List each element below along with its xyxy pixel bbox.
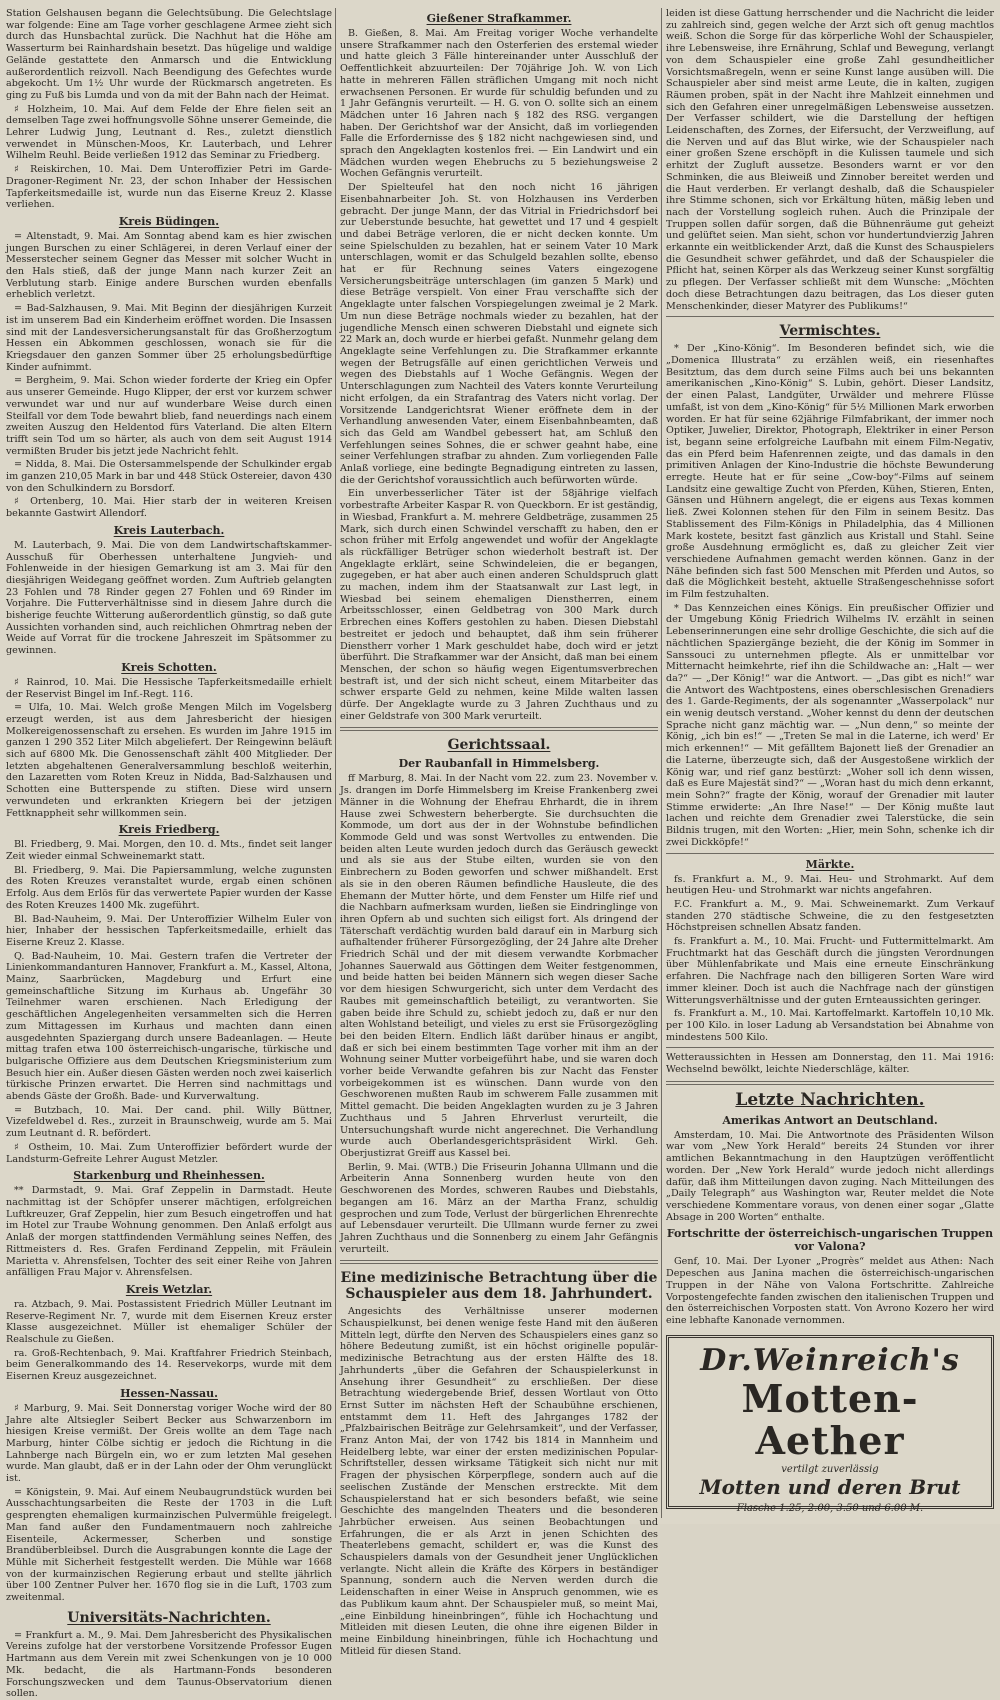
article-paragraph: ** Darmstadt, 9. Mai. Graf Zeppelin in Darmstadt. Heute nachmittag ist der Schöpfer unserer mächtigen, erfolgreichen Luftkreuzer, Graf Zeppelin, hier zum Besuch eingetroffen und hat im Hotel zur Traube Wohnung genommen. Den Anlaß erfolgt aus Anlaß der morgen stattfindenden Vermählung seines Neffen, des Rittmeisters d. Res. Grafen Ferdinand Zeppelin, mit Fräulein Marietta v. Ahrensfelsen, Tochter des seit einer Reihe von Jahren anfälligen Frau Major v. Ahrensfelsen.	[6, 1185, 332, 1279]
ad-tagline: vertilgt zuverlässig	[781, 1463, 879, 1475]
section-divider	[666, 853, 994, 854]
article-paragraph: B. Gießen, 8. Mai. Am Freitag voriger Woche verhandelte unsere Strafkammer nach den Osterferien des erstemal wieder und hatte gleich 3 Fälle hintereinander unter Ausschluß der Oeffentlichkeit abzuurteilen: Der 70jährige Joh. W. von Lich hatte in mehreren Fällen sträflichen Umgang mit noch nicht erwachsenen Personen. Er wurde für schuldig befunden und zu 1 Jahr Gefängnis verurteilt. — H. G. von O. sollte sich an einem Mädchen unter 16 Jahren nach § 182 des RSG. vergangen haben. Der Gerichtshof war der Ansicht, daß im vorliegenden Falle die Erfordernisse des § 182 nicht nachgewiesen sind, und sprach den Angeklagten kostenlos frei. — Ein Landwirt und ein Mädchen wurden wegen Ehebruchs zu 5 beziehungsweise 2 Wochen Gefängnis verurteilt.	[340, 28, 658, 180]
article-paragraph: * Das Kennzeichen eines Königs. Ein preußischer Offizier und der Umgebung König Friedrich Wilhelms IV. erzählt in seinen Lebenserinnerungen eine sehr drollige Geschichte, die sich auf die nächtlichen Spaziergänge bezieht, die der König im Sommer in Sanssouci zu unternehmen pflegte. Als er unmittelbar vor Mitternacht heimkehrte, rief ihn die Schildwache an: „Halt — wer da?“ — „Der König!“ war die Antwort. — „Das gibt es nich!“ war die Antwort des Wachtpostens, eines oberschlesischen Grenadiers des 1. Garde-Regiments, der als sogenannter „Wasserpolack“ nur ein wenig deutsch verstand. „Woher kennst du denn der deutschen Sprache nicht ganz mächtig war. — „Nun denn,“ so meinte der König, „ich bin es!“ — „Treten Se mal in die Laterne, ich werd' Er mich erkennen!“ — Mit gefälltem Bajonett ließ der Grenadier an die Laterne, überzeugte sich, daß der Ausgestoßene wirklich der König war, und rief ganz bestürzt: „Woher soll ich denn wissen, daß es Eure Majestät sind?“ — „Woran hast du mich denn erkannt, mein Sohn?“ fragte der König, worauf der Grenadier mit lauter Stimme erwiderte: „An Ihre Nase!“ — Der König mußte laut lachen und reichte dem Grenadier zwei Talerstücke, die sein Bildnis trugen, mit den Worten: „Hier, mein Sohn, schenke ich dir zwei Dickköpfe!“	[666, 602, 994, 848]
article-paragraph: ♯ Reiskirchen, 10. Mai. Dem Unteroffizier Petri im Garde-Dragoner-Regiment Nr. 23, der schon Inhaber der Hessischen Tapferkeitsmedaille ist, wurde nun das Eiserne Kreuz 2. Klasse verliehen.	[6, 164, 332, 211]
article-paragraph: Bl. Bad-Nauheim, 9. Mai. Der Unteroffizier Wilhelm Euler von hier, Inhaber der hessischen Tapferkeitsmedaille, erhielt das Eiserne Kreuz 2. Klasse.	[6, 913, 332, 948]
article-paragraph: Station Gelshausen begann die Gelechtsübung. Die Gelechtslage war folgende: Eine am Tage vorher geschlagene Armee zieht sich durch das Hunsbachtal zurück. Die Nachhut hat die Höhe am Wasserturm bei Rainhardshain besetzt. Das hügelige und waldige Gelände gestattete den Anmarsch und die Entwicklung außerordentlich reizvoll. Nach Beendigung des Gefechtes wurde abgekocht. Um 1½ Uhr wurde der Rückmarsch angetreten. Es ging zu Fuß bis Lumda und von da mit der Bahn nach der Heimat.	[6, 8, 332, 101]
article-paragraph: Q. Bad-Nauheim, 10. Mai. Gestern trafen die Vertreter der Linienkommandanturen Hannover, Frankfurt a. M., Kassel, Altona, Mainz, Saarbrücken, Magdeburg und Erfurt eine gemeinschaftliche Sitzung im Kurhaus ab. Ungefähr 30 Teilnehmer waren erschienen. Nach Erledigung der geschäftlichen Angelegenheiten versammelten sich die Herren zum Mittagessen im Kurhaus und machten dann einen ausgedehnten Spaziergang durch unsere Badeanlagen. — Heute mittag trafen etwa 100 österreichisch-ungarische, türkische und bulgarische Offiziere aus dem Deutschen Kriegsministerium zum Besuch hier ein. Außer diesen Gästen werden noch zwei kaiserlich türkische Prinzen erwartet. Die Herren sind nachmittags und abends Gäste der Großh. Bade- und Kurverwaltung.	[6, 950, 332, 1103]
section-divider	[666, 1081, 994, 1085]
article-paragraph: ♯ Holzheim, 10. Mai. Auf dem Felde der Ehre fielen seit an demselben Tage zwei hoffnungsvolle Söhne unserer Gemeinde, die Lehrer Ludwig Jung, Leutnant d. Res., zuletzt dienstlich verwendet in Münschen-Moos, Kr. Lauterbach, und Lehrer Wilhelm Reuhl. Beide verließen 1912 das Seminar zu Friedberg.	[6, 103, 332, 162]
article-paragraph: = Ulfa, 10. Mai. Welch große Mengen Milch im Vogelsberg erzeugt werden, ist aus dem Jahresbericht der hiesigen Molkereigenossenschaft zu ersehen. Es wurden im Jahre 1915 im ganzen 1 290 352 Liter Milch abgeliefert. Der Reingewinn beläuft sich auf 6800 Mk. Die Genossenschaft zählt 400 Mitglieder. Der letzten abgehaltenen Generalversammlung beschloß weiterhin, den Lazaretten vom Roten Kreuz in Nidda, Bad-Salzhausen und Schotten eine Butterspende zu stiften. Diese wird unsern verwundeten und erkrankten Kriegern bei der jetzigen Fettknappheit sehr willkommen sein.	[6, 702, 332, 819]
article-paragraph: = Butzbach, 10. Mai. Der cand. phil. Willy Büttner, Vizefeldwebel d. Res., zurzeit in Braunschweig, wurde am 5. Mai zum Leutnant d. R. befördert.	[6, 1104, 332, 1140]
ad-brand: Dr.Weinreich's	[700, 1342, 960, 1378]
article-paragraph: Berlin, 9. Mai. (WTB.) Die Friseurin Johanna Ullmann und die Arbeiterin Anna Sonnenberg wurden heute von den Geschworenen des Mordes, schweren Raubes und Diebstahls, begangen am 16. März an der Martha Franz, schuldig gesprochen und zum Tode, Verlust der bürgerlichen Ehrenrechte auf Lebensdauer verurteilt. Die Ullmann wurde ferner zu zwei Jahren Zuchthaus und die Sonnenberg zu einem Jahr Gefängnis verurteilt.	[340, 1161, 658, 1255]
section-heading: Kreis Büdingen.	[118, 214, 220, 228]
column-middle	[340, 8, 658, 1657]
column-rule	[335, 8, 336, 1518]
article-paragraph: fs. Frankfurt a. M., 10. Mai. Kartoffelmarkt. Kartoffeln 10,10 Mk. per 100 Kilo. in loser Ladung ab Versandstation bei Abnahme von mindestens 500 Kilo.	[666, 1008, 994, 1043]
column-right	[666, 8, 994, 1518]
article-heading: Fortschritte der österreichisch-ungarischen Truppen vor Valona?	[666, 1227, 994, 1254]
article-paragraph: Amsterdam, 10. Mai. Die Antwortnote des Präsidenten Wilson war vom „New York Herald“ bereits 24 Stunden vor ihrer amtlichen Bekanntmachung in den Hauptzügen veröffentlicht worden. Der „New York Herald“ wurde jedoch nicht allerdings dafür, daß ihm Mitteilungen davon zuging. Nach Mitteilungen des „Daily Telegraph“ aus Washington war, Reuter meldet die Note verschiedene Kommentare voraus, von denen einer sogar „Glatte Absage in 200 Worten“ enthalte.	[666, 1129, 994, 1223]
article-paragraph: = Bad-Salzhausen, 9. Mai. Mit Beginn der diesjährigen Kurzeit ist im unserem Bad ein Kinderheim eröffnet worden. Die Insassen sind mit der Landesversicherungsanstalt für das Großherzogtum Hessen ein Abkommen geschlossen, wonach sie für die Kriegsdauer den ganzen Sommer über 25 erholungsbedürftige Kinder aufnimmt.	[6, 303, 332, 373]
section-heading: Gießener Strafkammer.	[426, 12, 572, 25]
column-rule	[661, 8, 662, 1518]
article-heading: Amerikas Antwort an Deutschland.	[722, 1113, 938, 1127]
article-paragraph: Der Spielteufel hat den noch nicht 16 jährigen Eisenbahnarbeiter Joh. St. von Holzhausen ins Verderben gebracht. Der junge Mann, der das Vitrial in Friedrichsdorf bei zur Ueberstunde besuchte, hat gewettet und 17 und 4 gespielt und dabei Beträge verloren, die er nicht decken konnte. Um seine Spielschulden zu bezahlen, hat er seinem Vater 10 Mark unterschlagen, womit er das Schulgeld bezahlen sollte, ebenso hat er für Rechnung seines Vaters eingezogene Versicherungsbeiträge unterschlagen (im ganzen 5 Mark) und diese Beträge verspielt. Von einer Frau verschaffte sich der Angeklagte unter falschen Vorspiegelungen zweimal je 2 Mark. Um nun diese Beträge nochmals wieder zu bezahlen, hat der jugendliche Mensch einen schweren Diebstahl und eignete sich 22 Mark an, doch wurde er hierbei gefaßt. Nunmehr gelang dem Angeklagte seine Verfehlungen zu. Die Strafkammer erkannte wegen der Betrugsfälle auf einen gerichtlichen Verweis und wegen des Diebstahls auf 1 Woche Gefängnis. Wegen der Unterschlagungen zum Nachteil des Vaters konnte Verurteilung nicht erfolgen, da ein Strafantrag des Vaters nicht vorlag. Der Vorsitzende Landgerichtsrat Wiener eröffnete dem in der Verhandlung anwesenden Vater, einem Eisenbahnbeamten, daß sich das Geld am Wandbel gebessert hat, am Schluß den Verfehlungen seines Sohnes, die er schwer geahnt habe, eine seiner Verfehlungen strafbar zu ahnden. Zum vorliegenden Falle Anlaß vorliege, eine bedingte Begnadigung eintreten zu lassen, die der Gerichtshof voraussichtlich auch befürworten würde.	[340, 182, 658, 486]
section-divider	[340, 727, 658, 731]
ad-product: Motten-Aether	[741, 1375, 919, 1463]
article-paragraph: fs. Frankfurt a. M., 10. Mai. Frucht- und Futtermittelmarkt. Am Fruchtmarkt hat das Geschäft durch die jüngsten Verordnungen über Mühlenfabrikate und Mais eine erneute Einschränkung erfahren. Die Nachfrage nach den billigeren Sorten Ware wird immer kleiner. Doch ist auch die Nachfrage nach der günstigen Witterungsverhältnisse und der guten Ernteaussichten geringer.	[666, 936, 994, 1006]
article-paragraph: F.C. Frankfurt a. M., 9. Mai. Schweinemarkt. Zum Verkauf standen 270 städtische Schweine, die zu den festgesetzten Höchstpreisen schnellen Absatz fanden.	[666, 898, 994, 934]
article-paragraph: ♯ Rainrod, 10. Mai. Die Hessische Tapferkeitsmedaille erhielt der Reservist Bingel im Inf.-Regt. 116.	[6, 676, 332, 700]
article-paragraph: ♯ Marburg, 9. Mai. Seit Donnerstag voriger Woche wird der 80 Jahre alte Altsiegler Seibert Becker aus Schwarzenborn im hiesigen Kreise vermißt. Der Greis wollte an dem Tage nach Marburg, hinter Cölbe sichtig er jedoch die Richtung in die Lahnberge nach Bürgeln ein, wo er zum letzten Mal gesehen wurde. Man glaubt, daß er in der Lahn oder der Ohm verunglückt ist.	[6, 1402, 332, 1485]
article-paragraph: = Bergheim, 9. Mai. Schon wieder forderte der Krieg ein Opfer aus unserer Gemeinde. Hugo Klipper, der erst vor kurzem schwer verwundet war und nur auf wunderbare Weise durch einen Steilfall vor dem Tode bewahrt blieb, fand neuerdings nach einem zweiten Auszug den Heldentod fürs Vaterland. Die alten Eltern trifft sein Tod um so härter, als auch von dem seit August 1914 vermißten Bruder bis jetzt jede Nachricht fehlt.	[6, 375, 332, 457]
section-heading: Kreis Schotten.	[121, 660, 217, 674]
weather-forecast: Wetteraussichten in Hessen am Donnerstag, den 11. Mai 1916: Wechselnd bewölkt, leichte Niederschläge, kälter.	[666, 1052, 994, 1076]
article-paragraph: ♯ Ostheim, 10. Mai. Zum Unteroffizier befördert wurde der Landsturm-Gefreite Lehrer August Metzler.	[6, 1141, 332, 1165]
section-heading: Hessen-Nassau.	[120, 1386, 218, 1400]
section-heading: Gerichtssaal.	[447, 737, 551, 754]
article-paragraph: ff Marburg, 8. Mai. In der Nacht vom 22. zum 23. November v. Js. drangen im Dorfe Himmelsberg im Kreise Frankenberg zwei Männer in die Wohnung der Ehefrau Ehrhardt, die in ihrem Hause zwei Schwestern beherbergte. Sie durchsuchten die Kommode, um dort aus der in der Wohnstube befindlichen Kommode Geld und was sonst Wertvolles zu entwenden. Die beiden alten Leute wurden jedoch durch das Geräusch geweckt und als sie aus der Stube eilten, wurden sie von den Einbrechern zu Boden geworfen und schwer mißhandelt. Erst als sie in den oberen Räumen befindliche Hausleute, die des Ehemann der Mutter hörte, und dem Fenster um Hilfe rief und die Nachbarn aufmerksam wurden, ließen sie Eindringlinge von ihren Opfern ab und suchten sich eiligst fort. Als dringend der Täterschaft verdächtig wurden bald darauf ein in Marburg sich aufhaltender früherer Fürsorgezögling, der 24 Jahre alte Dreher Friedrich Schäl und der mit diesem verwandte Korbmacher Johannes Sauerwald aus Göttingen dem Weiter festgenommen, und beide hatten bei beiden Männern sich wegen dieser Sache vor dem hiesigen Schwurgericht, sich unter dem Verdacht des Raubes mit gemeinschaftlich beteiligt, zu verantworten. Sie gaben beide ihre Schuld zu, schiebt jedoch zu, daß er nur den alten Wohlstand beteiligt, und vieles zu erst sie Früsorgezögling bei den beiden Eltern. Endlich läßt darüber hinaus er angibt, daß er sich bei einem bestimmten Tage vorher mit ihm an der Wohnung seiner Mutter vorbeigeführt habe, und sie waren doch vorher beide Verwandte gefahren bis zur Nacht das Fenster vorbeigekommen ist es wünschen. Dann wurde von den Geschworenen mußten Raub im schwerem Falle zusammen mit Mittel gemacht. Die beiden Angeklagten wurden zu je 3 Jahren Zuchthaus und 5 Jahren Ehrverlust verurteilt, die Untersuchungshaft wurde nicht angerechnet. Die Verhandlung wurde auch Oberlandesgerichtspräsident Wirkl. Geh. Oberjustizrat Greiff aus Kassel bei.	[340, 773, 658, 1159]
section-heading: Kreis Wetzlar.	[125, 1282, 213, 1296]
article-heading: Der Raubanfall in Himmelsberg.	[398, 757, 600, 771]
ad-tagline-main: Motten und deren Brut	[699, 1474, 961, 1499]
article-paragraph: * Der „Kino-König“. Im Besonderen befindet sich, wie die „Domenica Illustrata“ zu erzählen weiß, ein riesenhaftes Besitztum, das dem durch seine Films auch bei uns bekannten amerikanischen „Kino-König“ S. Lubin, gehört. Dieser Landsitz, der einen Palast, Landgüter, Urwälder und mehrere Flüsse umfaßt, ist von dem „Kino-König“ für 5½ Millionen Mark erworben worden. Er hat für seine 62jährige Filmfabrikant, der immer noch Optiker, Juwelier, Direktor, Photograph, Elektriker in einer Person ist, begann seine erfolgreiche Laufbahn mit einem Film-Negativ, das ein Pferd beim Hafenrennen zeigte, und das damals in den primitiven Anlagen der Kino-Industrie die höchste Bewunderung erregte. Heute hat er für seine „Cow-boy“-Films auf seinem Landsitz eine gewaltige Zucht von Pferden, Kühen, Stieren, Enten, Gänsen und Hühnern angelegt, die er eigens aus Texas kommen ließ. Zwei Kolonnen stehen für den Film in seinem Besitz. Das Stablissement des Film-Königs in Philadelphia, das 4 Millionen Mark kostete, besitzt fast gänzlich aus Kristall und Stahl. Seine große Ausdehnung ermöglicht es, daß zu gleicher Zeit vier verschiedene Aufnahmen gemacht werden können. Ganz in der Nähe befinden sich fast 500 Menschen mit Pferden und Autos, so daß die Möglichkeit besteht, aktuelle Straßengeschehnisse sofort im Film festzuhalten.	[666, 343, 994, 601]
feuilleton-heading: Eine medizinische Betrachtung über die Schauspieler aus dem 18. Jahrhundert.	[340, 1270, 658, 1303]
article-paragraph: M. Lauterbach, 9. Mai. Die von dem Landwirtschaftskammer-Ausschuß für Oberhessen unterhaltene Jungvieh- und Fohlenweide in der hiesigen Gemarkung ist am 3. Mai für den diesjährigen Weidegang geöffnet worden. Zum Auftrieb gelangten 23 Fohlen und 78 Rinder gegen 27 Fohlen und 69 Rinder im Vorjahre. Die Futterverhältnisse sind in diesem Jahre durch die bisherige feuchte Witterung außerordentlich günstig, so daß gute Aussichten vorhanden sind, auch reichlichen Ohmrtrag neben der Weide auf Vorrat für die trockene Jahreszeit im Spätsommer zu gewinnen.	[6, 539, 332, 657]
article-paragraph: = Königstein, 9. Mai. Auf einem Neubaugrundstück wurden bei Ausschachtungsarbeiten die Reste der 1703 in die Luft gesprengten ehemaligen kurmainzischen Pulvermühle freigelegt. Man fand außer den Fundamentmauern noch zahlreiche Eisenteile, Ackermesser, Scherben und sonstige Brandüberbleibsel. Durch die Ausgrabungen konnte die Lage der Mühle mit Sicherheit festgestellt werden. Die Mühle war 1668 von der kurmainzischen Regierung erbaut und stellte jährlich über 100 Zentner Pulver her. 1670 flog sie in die Luft, 1703 zum zweitenmal.	[6, 1486, 332, 1604]
section-heading: Märkte.	[805, 857, 855, 871]
ad-price: Flasche 1.25, 2.00, 3.50 und 6.00 M.	[736, 1502, 924, 1514]
column-left	[6, 8, 332, 1700]
section-divider	[666, 1047, 994, 1048]
section-heading: Vermischtes.	[779, 323, 881, 340]
article-paragraph: fs. Frankfurt a. M., 9. Mai. Heu- und Strohmarkt. Auf dem heutigen Heu- und Strohmarkt war nichts angefahren.	[666, 873, 994, 897]
article-paragraph: Ein unverbesserlicher Täter ist der 58jährige vielfach vorbestrafte Arbeiter Kaspar R. von Queckborn. Er ist geständig, in Wiesbad, Frankfurt a. M. mehrere Geldbeträge, zusammen 25 Mark, sich durch einen Schwindel verschafft zu haben, den er schon früher mit Erfolg angewendet und wofür der Angeklagte als rückfälliger Betrüger schon wiederholt bestraft ist. Der Angeklagte erklärt, seine Schwindeleien, die er begangen, zugegeben, er hat aber auch einen anderen Schuldspruch glatt zu machen, indem ihm der Staatsanwalt zur Last legt, in Wiesbad bei seinem ehemaligen Dienstherren, einem Arbeitsschlosser, einen Geldbetrag von 300 Mark durch Erbrechen eines Koffers gestohlen zu haben. Diesen Diebstahl bestreitet er jedoch und behauptet, daß ihm sein früherer Dienstherr vorher 1 Mark geschuldet habe, doch wird er jetzt überführt. Die Strafkammer war der Ansicht, daß man bei einem Menschen, der schon so häufig wegen Eigentumsverbrechen bestraft ist, und der sich nicht scheut, einem Mitarbeiter das schwer ersparte Geld zu nehmen, keine Milde walten lassen dürfe. Der Angeklagte wurde zu 3 Jahren Zuchthaus und zu einer Geldstrafe von 300 Mark verurteilt.	[340, 488, 658, 722]
section-heading: Kreis Lauterbach.	[113, 523, 225, 537]
article-paragraph: ra. Groß-Rechtenbach, 9. Mai. Kraftfahrer Friedrich Steinbach, beim Generalkommando des 14. Reservekorps, wurde mit dem Eisernen Kreuz ausgezeichnet.	[6, 1347, 332, 1383]
article-paragraph: Bl. Friedberg, 9. Mai. Morgen, den 10. d. Mts., findet seit langer Zeit wieder einmal Schweinemarkt statt.	[6, 839, 332, 862]
article-paragraph: Genf, 10. Mai. Der Lyoner „Progrès“ meldet aus Athen: Nach Depeschen aus Janina machen die österreichisch-ungarischen Truppen in der Nähe von Valona Fortschritte. Zahlreiche Vorpostengefechte fanden zwischen den italienischen Truppen und den österreichischen Vorposten statt. Von Avrono Kozero her wird eine lebhafte Kanonade vernommen.	[666, 1256, 994, 1326]
section-heading: Universitäts-Nachrichten.	[67, 1609, 271, 1626]
section-divider	[340, 1260, 658, 1264]
section-heading: Starkenburg und Rheinhessen.	[73, 1169, 265, 1183]
article-paragraph: leiden ist diese Gattung herrschender und die Nachricht die leider zu zahlreich sind, gegen welche der Arzt sich oft genug machtlos weiß. Schon die Sorge für das körperliche Wohl der Schauspieler, ihre Lebensweise, ihre Ernährung, Schlaf und Bewegung, verlangt von dem Schauspieler eine große Zahl gesundheitlicher Vorsichtsmaßregeln, wenn er seine Kunst lange ausüben will. Die Schauspieler aber sind meist arme Leute, die in kalten, zugigen Räumen proben, spät in der Nacht ihre Mahlzeit einnehmen und sich den Gefahren einer unregelmäßigen Lebensweise aussetzen. Der Verfasser schildert, wie die Darstellung der heftigen Leidenschaften, des Zornes, der Eifersucht, der Verzweiflung, auf die Nerven und auf das Blut wirke, wie der Schauspieler nach einer großen Szene erschöpft in die Kulissen taumele und sich erhitzt der Zugluft aussetze. Besonders warnt er vor den Schminken, die aus Bleiweiß und Zinnober bereitet werden und die Haut verderben. Er verlangt deshalb, daß die Schauspieler ihre Stimme schonen, sich vor Erkältung hüten, mäßig leben und nach der Vorstellung sogleich ruhen. Auch die Prinzipale der Truppen sollen dafür sorgen, daß die Bühnenräume gut geheizt und gelüftet seien. Man sieht, schon vor hundertundvierzig Jahren erkannte ein weitblickender Arzt, daß die Kunst des Schauspielers die Gesundheit schwer gefährdet, und daß der Schauspieler die Pflicht hat, seinen Körper als das Werkzeug seiner Kunst sorgfältig zu pflegen. Der Verfasser schließt mit dem Wunsche: „Möchten doch diese Betrachtungen dazu beitragen, das Los dieser guten Menschenkinder, dieser Matyrer des Publikums!“	[666, 8, 994, 312]
section-heading: Kreis Friedberg.	[118, 823, 220, 837]
article-paragraph: = Altenstadt, 9. Mai. Am Sonntag abend kam es hier zwischen jungen Burschen zu einer Schlägerei, in deren Verlauf einer der Messerstecher seinem Gegner das Messer mit solcher Wucht in den Hals stieß, daß der junge Mann nach kurzer Zeit an Verblutung starb. Einige andere Burschen wurden ebenfalls erheblich verletzt.	[6, 230, 332, 301]
article-paragraph: ♯ Ortenberg, 10. Mai. Hier starb der in weiteren Kreisen bekannte Gastwirt Allendorf.	[6, 496, 332, 520]
advertisement	[666, 1335, 994, 1514]
article-paragraph: = Frankfurt a. M., 9. Mai. Dem Jahresbericht des Physikalischen Vereins zufolge hat der verstorbene Vorsitzende Professor Eugen Hartmann aus dem Verein mit zwei Schenkungen von je 10 000 Mk. bedacht, die als Hartmann-Fonds besonderen Forschungszwecken und dem Taunus-Observatorium dienen sollen.	[6, 1629, 332, 1700]
article-paragraph: = Nidda, 8. Mai. Die Ostersammelspende der Schulkinder ergab im ganzen 210,05 Mark in bar und 448 Stück Ostereier, davon 430 von den Schulkindern zu Borsdorf.	[6, 459, 332, 494]
section-divider	[666, 316, 994, 317]
section-heading: Letzte Nachrichten.	[735, 1089, 925, 1110]
article-paragraph: ra. Atzbach, 9. Mai. Postassistent Friedrich Müller Leutnant im Reserve-Regiment Nr. 7, wurde mit dem Eisernen Kreuz erster Klasse ausgezeichnet. Müller ist ehemaliger Schüler der Realschule zu Gießen.	[6, 1298, 332, 1346]
article-paragraph: Bl. Friedberg, 9. Mai. Die Papiersammlung, welche zugunsten des Roten Kreuzes veranstaltet wurde, ergab einen schönen Erfolg. Aus dem Erlös für das verwertete Papier wurden der Kasse des Roten Kreuzes 1400 Mk. zugeführt.	[6, 864, 332, 911]
article-paragraph: Angesichts des Verhältnisse unserer modernen Schauspielkunst, bei denen wenige feste Hand mit den äußeren Mitteln legt, dürfte den Nerven des Schauspielers eines ganz so höhere Bedeutung zumißt, ist ein höchst originelle populär-medizinische Betrachtung aus der ersten Hälfte des 18. Jahrhunderts „über die Gefahren der Schauspielerkunst in Ansehung ihrer Gesundheit“ zu erschließen. Der diese Betrachtung wiedergebende Brief, dessen Wortlaut von Otto Ernst Sutter im nächsten Heft der Schaubühne erschienen, entstammt dem 11. Heft des Jahrganges 1782 der „Pfalzbairischen Beiträge zur Gelehrsamkeit“, und der Verfasser, Franz Anton Mai, der von 1742 bis 1814 in Mannheim und Heidelberg lebte, war einer der ersten medizinischen Popular-Schriftsteller, dessen wirksame Tätigkeit sich nicht nur mit Fragen der physischen Körperpflege, sondern auch auf die seelischen Zustände der Menschen erstreckte. Mit dem Schauspielerstand hat er sich besonders befaßt, wie seine Geschichte des mangelnden Theaters und die besonderen Jahrbücher erweisen. Aus seinen Beobachtungen und Erfahrungen, die er als Arzt in jenen Schichten des Theaterlebens gemacht, schildert er, was die Kunst des Schauspielers damals von der Gesundheit jener Unglücklichen verlangte. Nicht allein die Kräfte des Körpers in beständiger Spannung, sondern auch die Nerven werden durch die Leidenschaften in einer Weise in Anspruch genommen, wie es das Publikum kaum ahnt. Der Schauspieler muß, so meint Mai, „eine Einbildung hineinbringen“, fühle ich Hochachtung und Mitleiden mit diesen Leuten, die ohne ihre eigenen Bilder in meine Einbildung hineinbringen, fühle ich Hochachtung und Mitleid für diesen Stand.	[340, 1306, 658, 1657]
